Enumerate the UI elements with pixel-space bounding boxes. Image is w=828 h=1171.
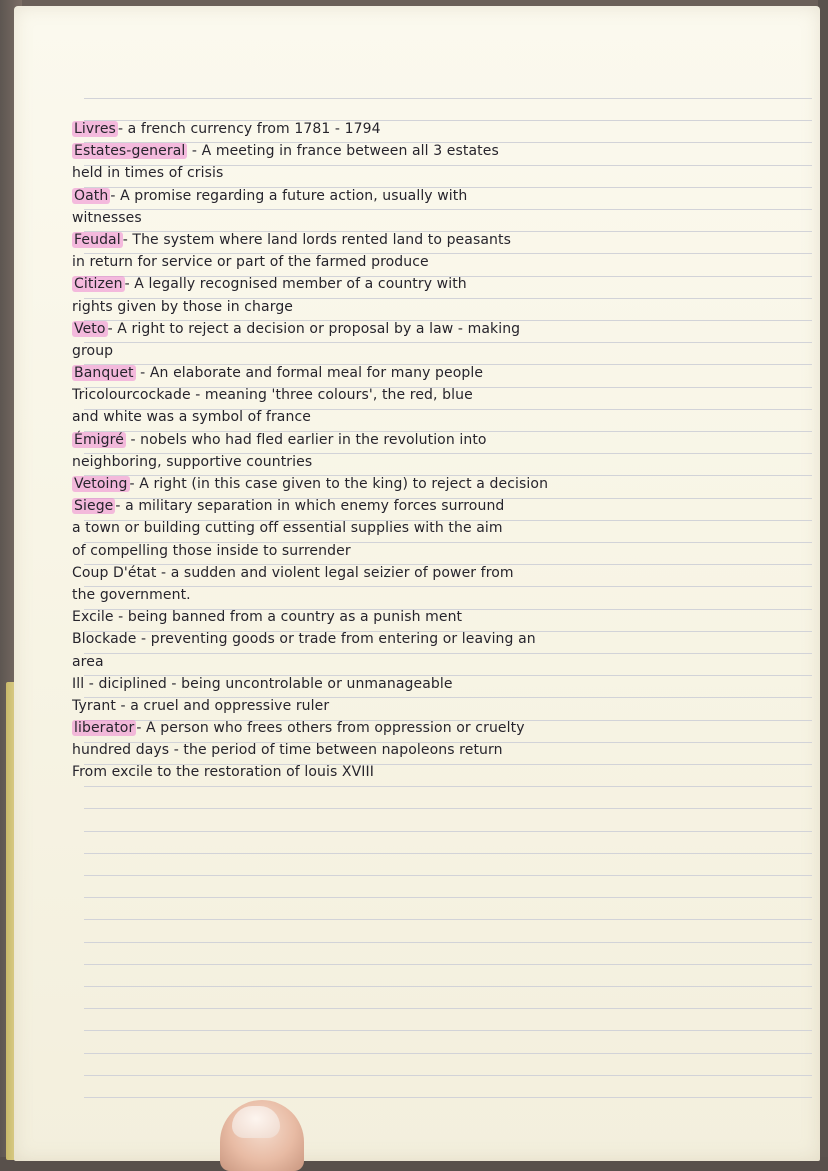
definition-text: area xyxy=(72,653,104,670)
note-line xyxy=(72,673,802,695)
highlighted-term: Vetoing xyxy=(74,476,128,492)
note-line xyxy=(72,606,802,628)
ruled-line xyxy=(84,1008,812,1009)
note-line xyxy=(72,761,802,783)
ruled-line xyxy=(84,1030,812,1031)
highlighted-term: Veto xyxy=(74,320,106,337)
highlighted-term: liberator xyxy=(74,720,135,737)
definition-text: rights given by those in charge xyxy=(72,298,294,315)
highlighted-term: Siege xyxy=(74,498,114,515)
ruled-line xyxy=(84,808,812,809)
note-line xyxy=(72,517,802,539)
ruled-line xyxy=(84,897,812,898)
ruled-line xyxy=(84,98,812,99)
definition-text: of compelling those inside to surrender xyxy=(72,542,351,559)
highlighted-term: Livres xyxy=(74,121,116,137)
definition-text: - A legally recognised member of a country with xyxy=(124,276,467,293)
note-line xyxy=(72,739,802,761)
ruled-line xyxy=(84,831,812,832)
definition-text: Tyrant - a cruel and oppressive ruler xyxy=(72,697,330,714)
note-line xyxy=(72,473,802,495)
ruled-line xyxy=(84,919,812,920)
ruled-line xyxy=(84,942,812,943)
note-line xyxy=(72,229,802,251)
definition-text: - A promise regarding a future action, usually with xyxy=(110,187,468,204)
note-line xyxy=(72,562,802,584)
note-line xyxy=(72,207,802,229)
note-line xyxy=(72,362,802,384)
definition-text: witnesses xyxy=(72,209,142,226)
note-line xyxy=(72,251,802,273)
highlighted-term: Estates-general xyxy=(74,143,186,160)
glossary-notes xyxy=(72,118,802,784)
note-line xyxy=(72,717,802,739)
definition-text: hundred days - the period of time between napoleons return xyxy=(72,742,503,759)
definition-text: neighboring, supportive countries xyxy=(72,453,313,470)
definition-text: - A person who frees others from oppression or cruelty xyxy=(136,720,525,737)
note-line xyxy=(72,185,802,207)
definition-text: Ill - diciplined - being uncontrolable or unmanageable xyxy=(72,675,453,692)
definition-text: - A meeting in france between all 3 estates xyxy=(187,143,499,160)
highlighted-term: Citizen xyxy=(74,276,123,293)
ruled-line xyxy=(84,964,812,965)
definition-text: a town or building cutting off essential supplies with the aim xyxy=(72,520,503,537)
note-line xyxy=(72,118,802,140)
ruled-line xyxy=(84,853,812,854)
definition-text: Excile - being banned from a country as a punish ment xyxy=(72,609,463,626)
note-line xyxy=(72,140,802,162)
ruled-line xyxy=(84,986,812,987)
note-line xyxy=(72,495,802,517)
definition-text: the government. xyxy=(72,586,191,603)
ruled-line xyxy=(84,1097,812,1098)
note-line xyxy=(72,451,802,473)
ruled-line xyxy=(84,786,812,787)
thumb-nail xyxy=(232,1106,280,1138)
note-line xyxy=(72,540,802,562)
note-line xyxy=(72,340,802,362)
note-line xyxy=(72,695,802,717)
note-line xyxy=(72,384,802,406)
definition-text: Tricolourcockade - meaning 'three colours', the red, blue xyxy=(72,387,473,404)
note-line xyxy=(72,628,802,650)
definition-text: - a french currency from 1781 - 1794 xyxy=(117,121,381,137)
ruled-line xyxy=(84,1075,812,1076)
note-line xyxy=(72,162,802,184)
note-line xyxy=(72,318,802,340)
note-line xyxy=(72,406,802,428)
notebook-page xyxy=(14,6,820,1161)
definition-text: held in times of crisis xyxy=(72,165,224,182)
definition-text: in return for service or part of the farmed produce xyxy=(72,254,429,271)
note-line xyxy=(72,296,802,318)
definition-text: From excile to the restoration of louis XVIII xyxy=(72,764,374,781)
highlighted-term: Émigré xyxy=(74,431,124,448)
note-line xyxy=(72,273,802,295)
note-line xyxy=(72,651,802,673)
definition-text: - nobels who had fled earlier in the revolution into xyxy=(125,431,487,448)
definition-text: - An elaborate and formal meal for many people xyxy=(135,365,484,382)
definition-text: Blockade - preventing goods or trade from entering or leaving an xyxy=(72,631,536,648)
highlighted-term: Feudal xyxy=(74,231,121,248)
note-line xyxy=(72,584,802,606)
note-line xyxy=(72,429,802,451)
ruled-line xyxy=(84,875,812,876)
ruled-line xyxy=(84,1053,812,1054)
definition-text: - a military separation in which enemy forces surround xyxy=(115,498,505,515)
definition-text: group xyxy=(72,342,114,359)
definition-text: Coup D'état - a sudden and violent legal seizier of power from xyxy=(72,564,514,581)
definition-text: - The system where land lords rented land to peasants xyxy=(122,231,511,248)
highlighted-term: Banquet xyxy=(74,365,134,382)
definition-text: - A right to reject a decision or proposal by a law - making xyxy=(107,320,521,337)
definition-text: - A right (in this case given to the king) to reject a decision xyxy=(129,476,549,492)
highlighted-term: Oath xyxy=(74,187,109,204)
definition-text: and white was a symbol of france xyxy=(72,409,311,426)
